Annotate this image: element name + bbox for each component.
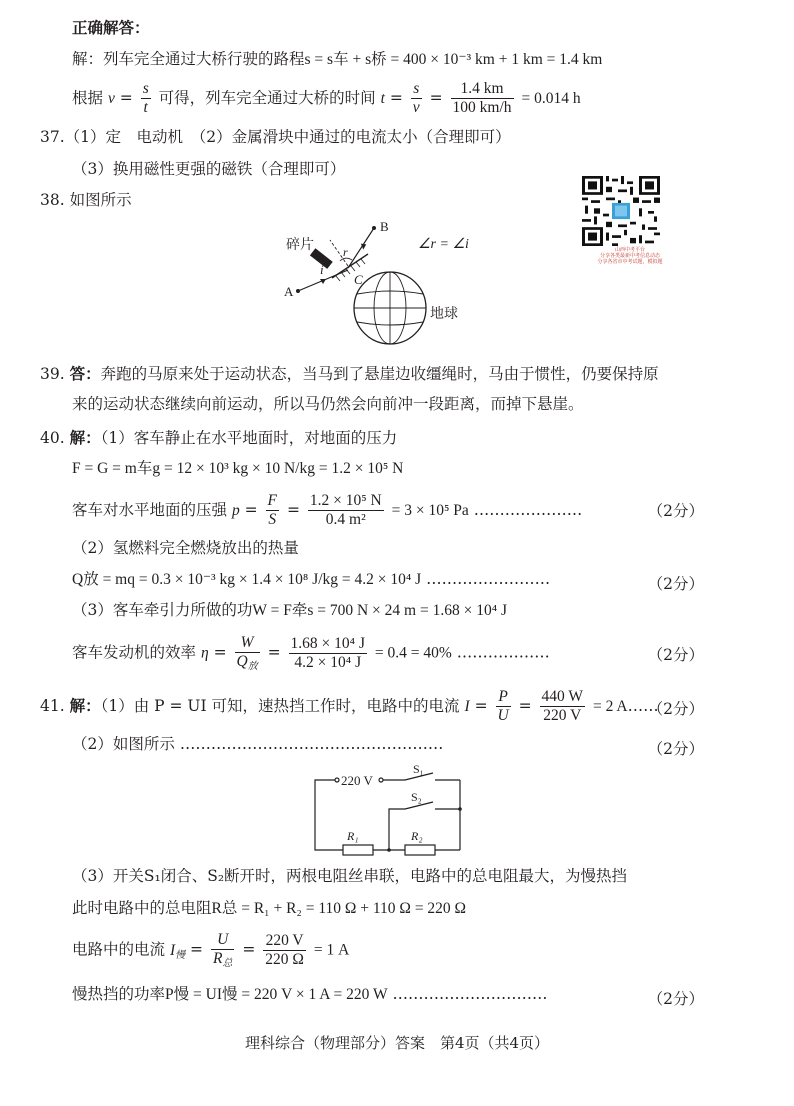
switch-s2-label: S₂ — [411, 790, 422, 804]
q41-p3-line2 — [72, 901, 466, 917]
q36-line2-prefix: 根据 — [72, 88, 104, 107]
ray-i-label: i — [320, 262, 324, 277]
point-b-label: B — [380, 219, 389, 234]
q41-p3-num: 220 V — [263, 932, 306, 951]
q40-score-2: （2分） — [647, 575, 704, 593]
page-footer: 理科综合（物理部分）答案 第4页（共4页） — [244, 1034, 550, 1052]
q40-number: 40. — [40, 429, 65, 447]
q40-line1 — [40, 430, 397, 447]
qr-code — [582, 176, 660, 246]
q37-line2: （3）换用磁性更强的磁铁（合理即可） — [72, 160, 346, 178]
q36-line1-prefix: 解：列车完全通过大桥行驶的路程 — [72, 50, 305, 68]
q41-p3-line3: 电路中的电流 $I_慢$ = $\frac{U}{R_总}$ = $\frac{220 V}{220 \Omega}$ = 1 A — [72, 931, 350, 970]
q41-p3-den: 220 Ω — [265, 951, 304, 969]
q41-p3-line2-prefix: 此时电路中的总电阻 — [72, 899, 212, 917]
q41-p2-text: （2）如图所示 — [72, 735, 175, 753]
q39-text-1: 奔跑的马原来处于运动状态，当马到了悬崖边收缰绳时，马由于惯性，仍要保持原 — [100, 365, 659, 383]
q41-line1: 41. 解：（1）由 P = UI 可知，速热挡工作时，电路中的电流 I = $\frac{P}{U}$ = $\frac{440 W}{220 V}$ = 2 A…… — [40, 688, 659, 725]
q40-label: 解： — [69, 428, 101, 447]
q41-score-3: （2分） — [647, 990, 704, 1008]
q41-p3-line2-formula: R总 = R₁ + R₂ = 110 Ω + 110 Ω = 220 Ω — [211, 900, 467, 917]
earth-label: 地球 — [430, 306, 458, 322]
q40-eff-prefix: 客车发动机的效率 — [72, 643, 197, 662]
q36-frac-den: 100 km/h — [452, 99, 512, 117]
q40-eff-den: 4.2 × 10⁴ J — [294, 654, 362, 672]
q41-p1-result: = 2 A — [592, 697, 628, 715]
q38-label: 38. 如图所示 — [40, 191, 132, 209]
answer-header: 正确解答： — [72, 18, 150, 37]
fragment-label: 碎片 — [286, 237, 314, 253]
q41-p1-num: 440 W — [540, 688, 585, 707]
q41-p3-line4: 慢热挡的功率P慢 = UI慢 = 220 V × 1 A = 220 W ………………………… — [72, 985, 548, 1003]
q41-p3-line3-prefix: 电路中的电流 — [72, 940, 166, 959]
q41-p1-den: 220 V — [543, 707, 582, 725]
q40-p2-text: （2）氢燃料完全燃烧放出的热量 — [72, 539, 299, 557]
switch-s1-label: S₁ — [413, 762, 424, 776]
q40-pressure-result: = 3 × 10⁵ Pa — [391, 501, 469, 519]
q40-pressure-den: 0.4 m² — [325, 511, 366, 529]
q40-p3-text: （3）客车牵引力所做的功 — [72, 601, 253, 619]
q40-pressure-num: 1.2 × 10⁵ N — [308, 492, 384, 511]
circuit-voltage: 220 V — [341, 773, 373, 788]
q37-line1: 37.（1）定 电动机 （2）金属滑块中通过的电流太小（合理即可） — [40, 128, 511, 146]
q40-eff-num: 1.68 × 10⁴ J — [289, 635, 367, 654]
q40-p3-line — [72, 603, 507, 619]
q40-score-1: （2分） — [647, 502, 704, 520]
q40-p3-formula: W = F牵s = 700 N × 24 m = 1.68 × 10⁴ J — [252, 602, 508, 619]
q41-p3-line3-result: = 1 A — [313, 941, 350, 959]
q39-line2: 来的运动状态继续向前运动，所以马仍然会向前冲一段距离，而掉下悬崖。 — [72, 395, 584, 413]
circuit-diagram — [305, 762, 475, 862]
point-a-label: A — [284, 284, 294, 299]
q40-eff-result: = 0.4 = 40% — [374, 644, 452, 662]
q40-p2-formula: Q放 = mq = 0.3 × 10⁻³ kg × 1.4 × 10⁸ J/kg = 4.2 × 10⁴ J — [72, 571, 422, 588]
q41-score-2: （2分） — [647, 740, 704, 758]
q41-p1-text: （1）由 P = UI 可知，速热挡工作时，电路中的电流 — [100, 696, 460, 715]
reflection-diagram — [270, 218, 500, 350]
qr-caption-line3: 分享各省市中考试题，模拟题 — [597, 258, 663, 265]
q40-pressure-prefix: 客车对水平地面的压强 — [72, 500, 228, 519]
ray-r-label: r — [343, 245, 348, 259]
q40-p1-pressure: 客车对水平地面的压强 p = $\frac{F}{S}$ = $\frac{\text{1.2 × 10⁵ N}}{\text{0.4 m²}}$ = 3 × 10⁵ Pa ………………… — [72, 492, 583, 529]
q40-score-3: （2分） — [647, 646, 704, 664]
q41-label: 解： — [69, 695, 101, 715]
q41-p2-line: （2）如图所示 …………………………………………… — [72, 735, 444, 753]
q36-line2-mid: 可得，列车完全通过大桥的时间 — [158, 88, 376, 107]
q41-p3-line4-formula: P慢 = UI慢 = 220 V × 1 A = 220 W — [165, 986, 388, 1003]
qr-caption-line2: 分享各类最新中考信息动态 — [599, 252, 660, 259]
q41-score-1: （2分） — [647, 700, 704, 718]
reflected-ray — [348, 228, 374, 268]
q36-line1-formula: s = s车 + s桥 = 400 × 10⁻³ km + 1 km = 1.4 km — [304, 51, 603, 68]
q39-number: 39. — [40, 365, 65, 383]
q40-part1-text: （1）客车静止在水平地面时，对地面的压力 — [100, 429, 398, 447]
q40-p2-line: Q放 = mq = 0.3 × 10⁻³ kg × 1.4 × 10⁸ J/kg = 4.2 × 10⁴ J …………………… — [72, 570, 551, 588]
q39-line1 — [40, 366, 659, 383]
qr-caption — [582, 248, 678, 265]
q41-number: 41. — [40, 696, 65, 715]
q40-p1-formula: F = G = m车g = 12 × 10³ kg × 10 N/kg = 1.2 × 10⁵ N — [72, 460, 404, 477]
qr-caption-line1: 山西中考平台 — [614, 247, 645, 253]
point-c-label: C — [354, 272, 363, 287]
q36-line1 — [72, 52, 602, 68]
q40-p3-eff: 客车发动机的效率 η = $\frac{W}{Q_放}$ = $\frac{\text{1.68 × 10⁴ J}}{\text{4.2 × 10⁴ J}}$ = 0.4 = 40% ……………… — [72, 634, 550, 673]
qr-code-icon — [582, 176, 660, 246]
angle-equation: ∠r = ∠i — [418, 237, 469, 252]
q36-result: = 0.014 h — [521, 89, 581, 107]
q41-p3-line1: （3）开关S₁闭合、S₂断开时，两根电阻丝串联，电路中的总电阻最大，为慢热挡 — [72, 867, 628, 885]
resistor-r2-label: R₂ — [411, 829, 423, 843]
q39-label: 答： — [69, 364, 101, 383]
resistor-r1-label: R₁ — [347, 829, 359, 843]
q41-p3-line4-prefix: 慢热挡的功率 — [72, 985, 166, 1003]
q36-frac-num: 1.4 km — [451, 80, 514, 99]
q36-line2: 根据 v = $\frac{s}{t}$ 可得，列车完全通过大桥的时间 t = $\frac{s}{v}$ = $\frac{1.4 km}{100 km/h}$ = 0.014 h — [72, 80, 581, 117]
